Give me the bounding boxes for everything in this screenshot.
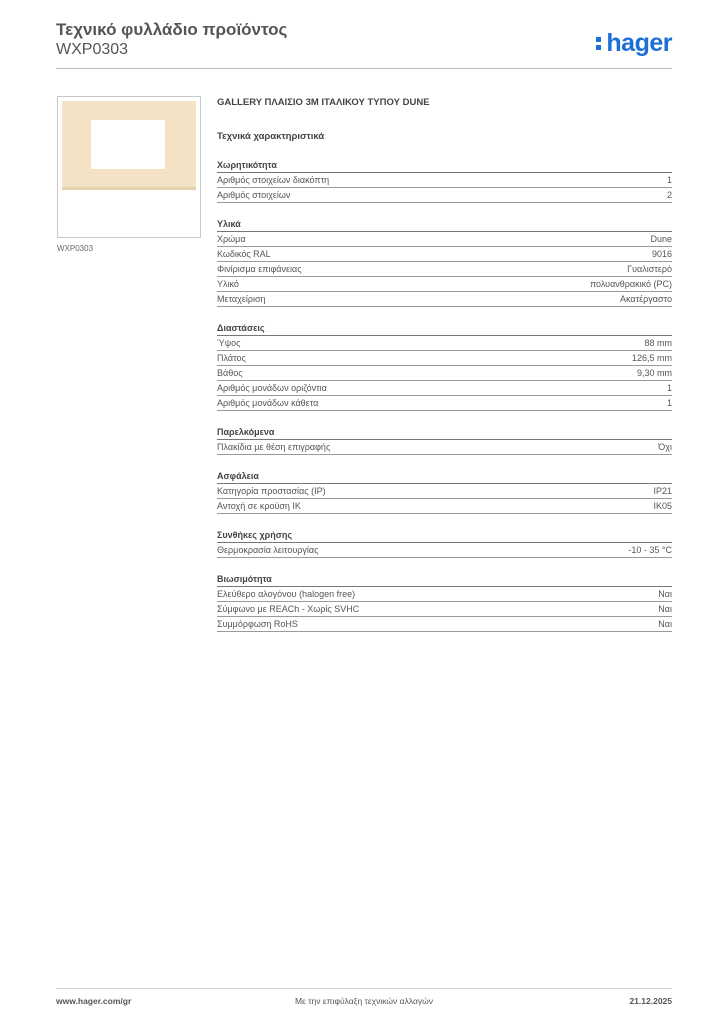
footer-website: www.hager.com/gr xyxy=(56,996,132,1006)
product-image xyxy=(57,96,201,238)
spec-group-title: Διαστάσεις xyxy=(217,321,672,336)
spec-value: IK05 xyxy=(653,501,672,511)
spec-label: Αντοχή σε κρούση IK xyxy=(217,501,301,511)
frame-opening xyxy=(91,120,165,169)
hager-logo xyxy=(596,28,672,58)
logo-dots-icon xyxy=(596,34,603,53)
spec-label: Θερμοκρασία λειτουργίας xyxy=(217,545,319,555)
spec-label: Πλακίδια με θέση επιγραφής xyxy=(217,442,331,452)
frame-edge xyxy=(62,187,196,190)
spec-label: Βάθος xyxy=(217,368,243,378)
spec-row xyxy=(217,262,672,277)
spec-group-title: Συνθήκες χρήσης xyxy=(217,528,672,543)
spec-row xyxy=(217,188,672,203)
image-caption: WXP0303 xyxy=(57,244,94,253)
spec-label: Ελεύθερο αλογόνου (halogen free) xyxy=(217,589,356,599)
spec-label: Αριθμός στοιχείων xyxy=(217,190,291,200)
header-divider xyxy=(56,68,672,69)
spec-label: Μεταχείριση xyxy=(217,294,266,304)
spec-value: 1 xyxy=(666,383,672,393)
spec-value: Dune xyxy=(650,234,672,244)
spec-label: Κωδικός RAL xyxy=(217,249,271,259)
spec-groups xyxy=(217,158,672,632)
spec-content xyxy=(217,96,672,632)
spec-value: Ακατέργαστο xyxy=(620,294,672,304)
spec-row xyxy=(217,247,672,262)
spec-row xyxy=(217,366,672,381)
spec-value: 9016 xyxy=(651,249,672,259)
spec-value: 2 xyxy=(666,190,672,200)
spec-value: IP21 xyxy=(653,486,672,496)
spec-row xyxy=(217,232,672,247)
spec-label: Χρώμα xyxy=(217,234,246,244)
page-header xyxy=(56,20,672,68)
spec-value: πολυανθρακικό (PC) xyxy=(589,279,672,289)
spec-row xyxy=(217,292,672,307)
logo-text: hager xyxy=(606,28,672,57)
spec-row xyxy=(217,602,672,617)
footer-divider xyxy=(56,988,672,989)
spec-row xyxy=(217,484,672,499)
spec-row xyxy=(217,499,672,514)
spec-group-title: Χωρητικότητα xyxy=(217,158,672,173)
spec-value: 126,5 mm xyxy=(631,353,672,363)
footer-date: 21.12.2025 xyxy=(629,996,672,1006)
spec-row xyxy=(217,617,672,632)
product-code: WXP0303 xyxy=(56,41,129,58)
spec-group-title: Ασφάλεια xyxy=(217,469,672,484)
product-name: GALLERY ΠΛΑΙΣΙΟ 3M ΙΤΑΛΙΚΟΥ ΤΥΠΟΥ DUNE xyxy=(217,97,430,108)
spec-label: Αριθμός μονάδων οριζόντια xyxy=(217,383,327,393)
spec-group-title: Παρελκόμενα xyxy=(217,425,672,440)
spec-label: Φινίρισμα επιφάνειας xyxy=(217,264,302,274)
spec-row xyxy=(217,396,672,411)
spec-row xyxy=(217,440,672,455)
spec-label: Συμμόρφωση RoHS xyxy=(217,619,298,629)
spec-value: 9,30 mm xyxy=(636,368,672,378)
spec-label: Ύψος xyxy=(217,338,241,348)
spec-value: -10 - 35 °C xyxy=(628,545,672,555)
spec-label: Σύμφωνο με REACh - Χωρίς SVHC xyxy=(217,604,360,614)
spec-label: Αριθμός μονάδων κάθετα xyxy=(217,398,319,408)
spec-row xyxy=(217,173,672,188)
spec-row xyxy=(217,543,672,558)
spec-label: Αριθμός στοιχείων διακόπτη xyxy=(217,175,330,185)
spec-value: Ναι xyxy=(658,619,672,629)
spec-value: Γυαλιστερό xyxy=(627,264,672,274)
spec-value: Ναι xyxy=(658,589,672,599)
spec-value: Ναι xyxy=(658,604,672,614)
spec-group-title: Βιωσιμότητα xyxy=(217,572,672,587)
spec-value: 88 mm xyxy=(644,338,672,348)
spec-row xyxy=(217,381,672,396)
frame-plate xyxy=(62,101,196,187)
spec-label: Υλικό xyxy=(217,279,239,289)
spec-heading: Τεχνικά χαρακτηριστικά xyxy=(217,131,325,142)
spec-value: 1 xyxy=(666,175,672,185)
document-title: Τεχνικό φυλλάδιο προϊόντος xyxy=(56,20,288,39)
spec-row xyxy=(217,587,672,602)
spec-value: 1 xyxy=(666,398,672,408)
spec-row xyxy=(217,336,672,351)
spec-row xyxy=(217,351,672,366)
footer-notice: Με την επιφύλαξη τεχνικών αλλαγών xyxy=(294,996,434,1006)
spec-label: Κατηγορία προστασίας (IP) xyxy=(217,486,326,496)
spec-group-title: Υλικά xyxy=(217,217,672,232)
spec-label: Πλάτος xyxy=(217,353,246,363)
spec-value: Όχι xyxy=(658,442,672,452)
spec-row xyxy=(217,277,672,292)
